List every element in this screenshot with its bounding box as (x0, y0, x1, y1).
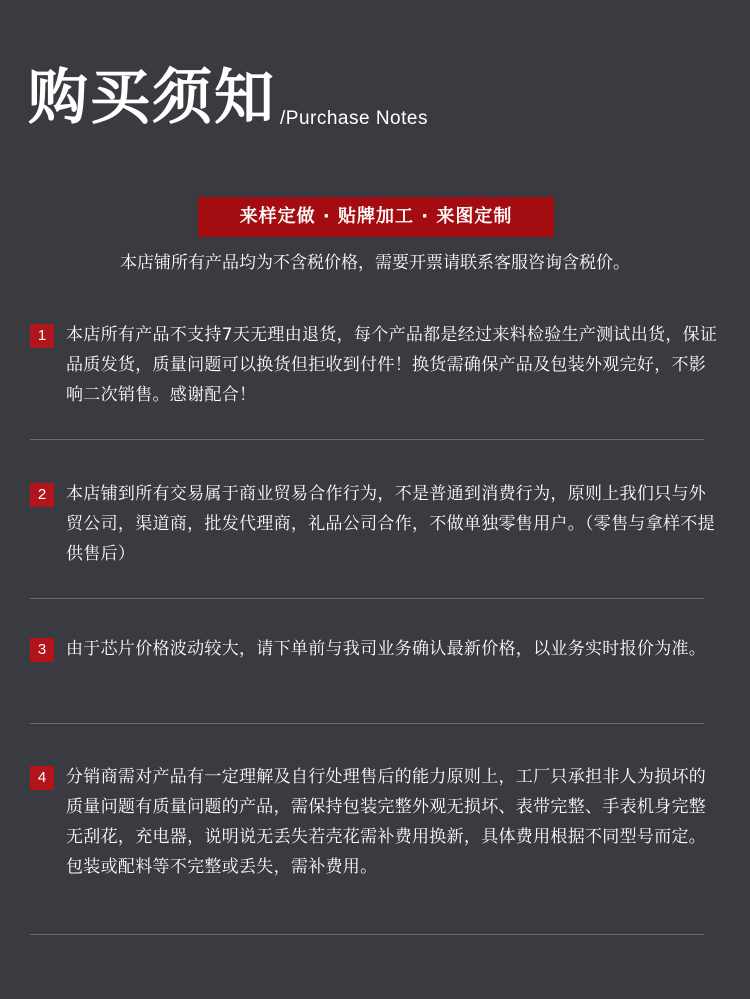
note-text: 本店铺到所有交易属于商业贸易合作行为，不是普通到消费行为，原则上我们只与外贸公司，渠道商，批发代理商，礼品公司合作，不做单独零售用户。（零售与拿样不提供售后） (66, 484, 715, 564)
note-number-badge: 3 (30, 638, 54, 662)
note-text: 分销商需对产品有一定理解及自行处理售后的能力原则上，工厂只承担非人为损坏的质量问题有质量问题的产品，需保持包装完整外观无损坏、表带完整、手表机身完整无刮花，充电器，说明说无丢失若壳花需补费用换新，具体费用根据不同型号而定。包装或配料等不完整或丢失，需补费用。 (66, 767, 707, 877)
note-item-2 (30, 479, 720, 569)
divider (30, 439, 704, 440)
divider (30, 934, 704, 935)
divider (30, 598, 704, 599)
service-banner: 来样定做 · 贴牌加工 · 来图定制 (198, 197, 554, 237)
note-number-badge: 4 (30, 766, 54, 790)
note-item-1 (30, 320, 720, 410)
note-text: 本店所有产品不支持7天无理由退货，每个产品都是经过来料检验生产测试出货，保证品质发货，质量问题可以换货但拒收到付件！换货需确保产品及包装外观完好，不影响二次销售。感谢配合！ (66, 325, 718, 405)
title-english: /Purchase Notes (280, 108, 428, 129)
note-number-badge: 1 (30, 324, 54, 348)
note-text: 由于芯片价格波动较大，请下单前与我司业务确认最新价格，以业务实时报价为准。 (66, 639, 707, 659)
tax-notice: 本店铺所有产品均为不含税价格，需要开票请联系客服咨询含税价。 (120, 253, 630, 273)
note-item-4 (30, 762, 720, 882)
page-title (28, 62, 428, 134)
note-item-3 (30, 634, 720, 664)
divider (30, 723, 704, 724)
title-chinese: 购买须知 (28, 63, 276, 133)
note-number-badge: 2 (30, 483, 54, 507)
